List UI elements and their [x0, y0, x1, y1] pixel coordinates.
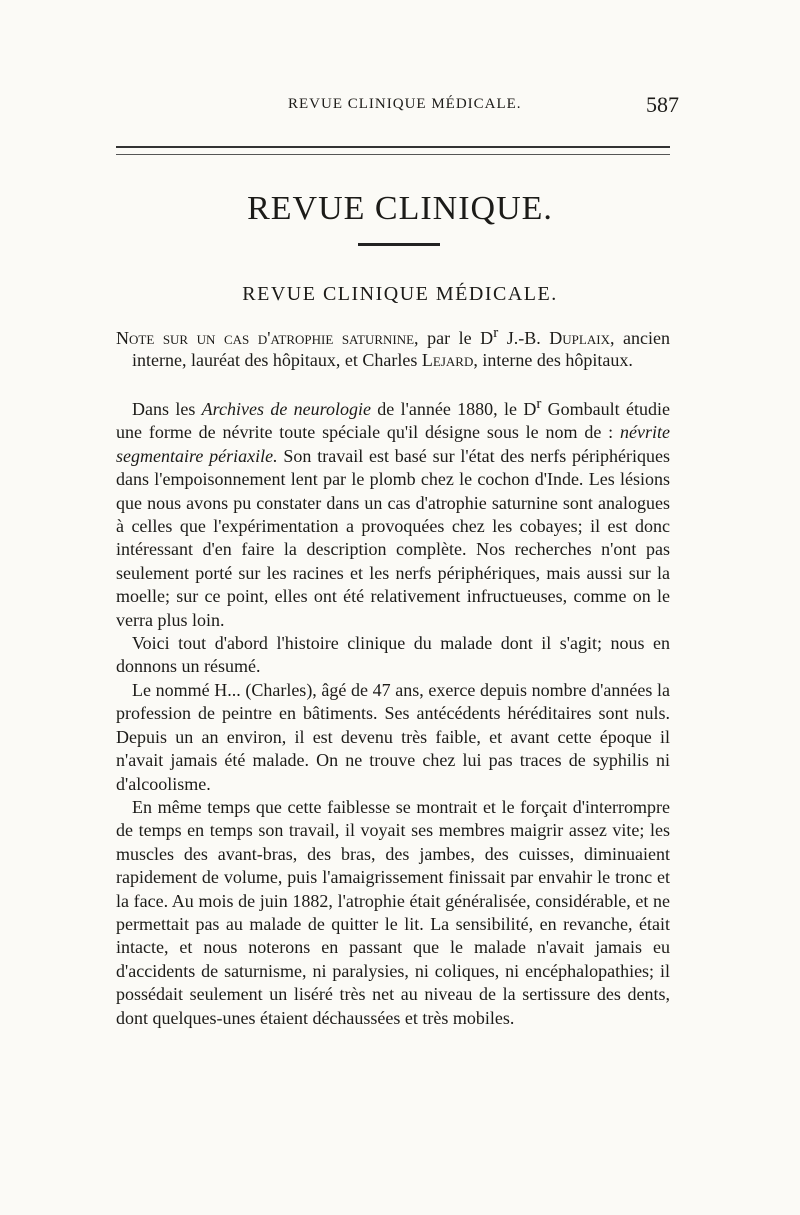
p1-text-a: Dans les	[132, 399, 202, 419]
note-by-sup: r	[493, 325, 499, 341]
term-nevrite: névrite segmentaire périaxile.	[116, 422, 670, 466]
paragraph-1	[116, 393, 670, 632]
paragraph-4: En même temps que cette faiblesse se montrait et le forçait d'interrompre de temps en temps son travail, il voyait ses membres maigrir assez vite; les muscles des avant-bras, des bras, des jambes, des cuisses, diminuaient rapidement de volume, puis l'amaigrissement finissait par envahir le tronc et la face. Au mois de juin 1882, l'atrophie était généralisée, considérable, et ne permettait pas au malade de quitter le lit. La sensibilité, en revanche, était intacte, et nous noterons en passant que le malade n'avait jamais eu d'accidents de saturnisme, ni paralysies, ni coliques, ni encéphalopathies; il possédait seulement un liséré très net au niveau de la sertissure des dents, dont quelques-unes étaient déchaussées et très mobiles.	[116, 796, 670, 1028]
paragraphs	[116, 393, 670, 1030]
header-double-rule	[116, 146, 670, 155]
p1-text-d: Gombault étudie une forme de névrite toute spéciale qu'il désigne sous le nom de :	[116, 399, 670, 443]
author1-initials: J.-B.	[498, 328, 550, 348]
section-title: REVUE CLINIQUE.	[247, 190, 553, 227]
author1-info: , ancien interne, lauréat des hôpitaux, et Charles	[132, 328, 670, 370]
author2-info: , interne des hôpitaux.	[473, 350, 633, 370]
note-by: par le D	[418, 328, 494, 348]
running-head	[0, 92, 800, 120]
article-body	[116, 322, 670, 1030]
author2-surname: Lejard	[421, 350, 474, 370]
p1-text-f: Son travail est basé sur l'état des nerfs périphériques dans l'empoisonnement lent par le plomb chez le cochon d'Inde. Les lésions que nous avons pu constater dans un cas d'atrophie saturnine sont analogues à celles que l'expérimentation a provoquées chez les cobayes; il est donc intéressant d'en faire la description complète. Nos recherches n'ont pas seulement porté sur les racines et les nerfs périphériques, mais aussi sur la moelle; sur ce point, elles ont été relativement infructueuses, comme on le verra plus loin.	[116, 445, 670, 630]
section-divider	[358, 243, 440, 246]
paragraph-2: Voici tout d'abord l'histoire clinique du malade dont il s'agit; nous en donnons un résumé.	[116, 633, 670, 677]
note-label: Note sur un cas d'atrophie saturnine,	[116, 328, 419, 348]
page-number: 587	[646, 92, 679, 117]
article-heading	[116, 322, 670, 371]
journal-title: Archives de neurologie	[201, 399, 371, 419]
running-head-title: REVUE CLINIQUE MÉDICALE.	[288, 96, 522, 112]
paragraph-3: Le nommé H... (Charles), âgé de 47 ans, exerce depuis nombre d'années la profession de peintre en bâtiments. Ses antécédents héréditaires sont nuls. Depuis un an environ, il est devenu très faible, et avant cette époque il n'avait jamais été malade. On ne trouve chez lui pas traces de syphilis ni d'alcoolisme.	[116, 679, 670, 794]
subsection-title: REVUE CLINIQUE MÉDICALE.	[242, 283, 558, 305]
p1-text-c: de l'année 1880, le D	[370, 399, 537, 419]
author1-surname: Duplaix	[549, 328, 610, 348]
p1-sup: r	[536, 396, 542, 412]
